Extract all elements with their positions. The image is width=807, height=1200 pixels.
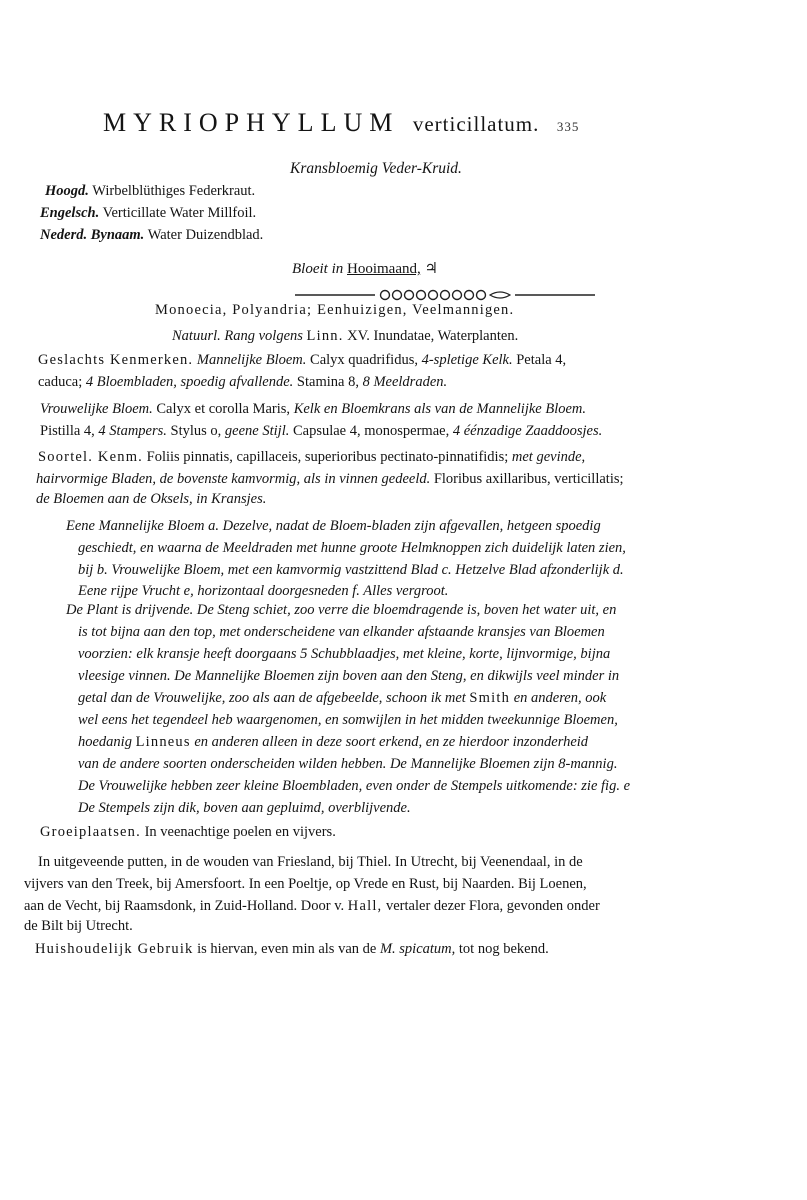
flowering-label: Bloeit in: [292, 261, 344, 277]
description-line-5: [78, 689, 606, 707]
generic-line-4: [40, 422, 602, 440]
female-flower: Vrouwelijke Bloem.: [40, 401, 153, 417]
hall-name: Hall,: [347, 898, 383, 914]
usage-end: tot nog bekend.: [458, 941, 549, 957]
kelk-text: 4-spletige Kelk.: [421, 352, 513, 368]
specific-label: Soortel. Kenm.: [38, 449, 143, 465]
linnean-class: Monoecia, Polyandria; Eenhuizigen, Veelmannigen.: [155, 302, 515, 318]
description-line-10: De Stempels zijn dik, boven aan gepluimd, overblijvende.: [78, 800, 411, 816]
species-name: verticillatum.: [412, 112, 540, 136]
figure-line-1: Eene Mannelijke Bloem a. Dezelve, nadat de Bloem-bladen zijn afgevallen, hetgeen spoedig: [66, 518, 601, 534]
description-line-9: De Vrouwelijke hebben zeer kleine Bloembladen, even onder de Stempels uitkomende: zie fig. e: [78, 778, 631, 794]
localities-line-2: vijvers van den Treek, bij Amersfoort. In een Poeltje, op Vrede en Rust, bij Naarden. Bij Loenen,: [24, 876, 587, 892]
description-line-4: vleesige vinnen. De Mannelijke Bloemen zijn boven aan den Steng, en dikwijls veel minder in: [78, 668, 620, 684]
dutch-text: Water Duizendblad.: [147, 227, 264, 243]
specific-dutch-1: met gevinde,: [511, 449, 586, 465]
perennial-symbol: ♃: [424, 261, 438, 277]
linnaeus-name: Linn.: [306, 328, 344, 344]
habitat-label: Groeiplaatsen.: [40, 824, 141, 840]
stamina-text: Stamina 8,: [296, 374, 359, 390]
description-line-8: van de andere soorten onderscheiden wilden hebben. De Mannelijke Bloemen zijn 8-mannig.: [78, 756, 618, 772]
genus-name: MYRIOPHYLLUM: [103, 108, 400, 137]
natural-rank: [172, 327, 518, 345]
specific-line-1: [38, 448, 585, 466]
english-name: [40, 204, 256, 222]
specific-line-2: [36, 470, 624, 488]
german-text: Wirbelblüthiges Federkraut.: [92, 183, 256, 199]
male-flower: Mannelijke Bloem.: [196, 352, 307, 368]
smith-name: Smith: [469, 690, 511, 706]
specific-latin-2: Floribus axillaribus, verticillatis;: [433, 471, 624, 487]
caduca-text: caduca;: [38, 374, 83, 390]
figure-line-4: Eene rijpe Vrucht e, horizontaal doorgesneden f. Alles vergroot.: [78, 583, 449, 599]
capsulae-text: Capsulae 4, monospermae,: [292, 423, 450, 439]
page-title: [103, 108, 579, 138]
english-label: Engelsch.: [40, 205, 100, 221]
specific-dutch-2: hairvormige Bladen, de bovenste kamvormig, als in vinnen gedeeld.: [36, 471, 431, 487]
german-name: [45, 182, 255, 200]
zaaddoosjes-text: 4 éénzadige Zaaddoosjes.: [452, 423, 603, 439]
generic-line-3: [40, 400, 586, 418]
natural-value: XV. Inundatae, Waterplanten.: [347, 328, 519, 344]
dutch-common-name: [40, 226, 263, 244]
localities-line-1: In uitgeveende putten, in de wouden van Friesland, bij Thiel. In Utrecht, bij Veenendaal, in de: [38, 854, 583, 870]
linneus-name: Linneus: [135, 734, 191, 750]
calyx-text: Calyx quadrifidus,: [310, 352, 418, 368]
description-5a: getal dan de Vrouwelijke, zoo als aan de afgebeelde, schoon ik met: [78, 690, 466, 706]
bloembladen-text: 4 Bloembladen, spoedig afvallende.: [85, 374, 294, 390]
ornament-divider: [295, 289, 595, 301]
description-line-3: voorzien: elk kransje heeft doorgaans 5 Schubblaadjes, met kleine, korte, lijnvormige, bijna: [78, 646, 611, 662]
description-line-6: wel eens het tegendeel heb waargenomen, en somwijlen in het midden tweekunnige Bloemen,: [78, 712, 618, 728]
dutch-label: Nederd. Bynaam.: [40, 227, 145, 243]
usage-label: Huishoudelijk Gebruik: [35, 941, 194, 957]
female-kelk-text: Kelk en Bloemkrans als van de Mannelijke Bloem.: [293, 401, 587, 417]
stijl-text: geene Stijl.: [224, 423, 290, 439]
localities-3b: vertaler dezer Flora, gevonden onder: [386, 898, 600, 914]
specific-line-3: de Bloemen aan de Oksels, in Kransjes.: [36, 491, 267, 507]
description-7b: en anderen alleen in deze soort erkend, en ze hierdoor inzonderheid: [194, 734, 589, 750]
generic-label: Geslachts Kenmerken.: [38, 352, 194, 368]
german-label: Hoogd.: [45, 183, 89, 199]
generic-line-2: [38, 373, 447, 391]
stampers-text: 4 Stampers.: [98, 423, 167, 439]
description-line-7: [78, 733, 588, 751]
page-number: 335: [556, 119, 580, 134]
description-line-2: is tot bijna aan den top, met onderscheidene van elkander afstaande kransjes van Bloemen: [78, 624, 605, 640]
stylus-text: Stylus o,: [170, 423, 222, 439]
female-calyx-text: Calyx et corolla Maris,: [156, 401, 291, 417]
usage-text: is hiervan, even min als van de: [197, 941, 377, 957]
household-use: [35, 940, 549, 958]
localities-line-3: [24, 897, 600, 915]
figure-line-3: bij b. Vrouwelijke Bloem, met een kamvormig vastzittend Blad c. Hetzelve Blad afzonderlijk d.: [78, 562, 624, 578]
dutch-name: Kransbloemig Veder-Kruid.: [290, 160, 462, 177]
usage-species: M. spicatum,: [379, 941, 456, 957]
description-7a: hoedanig: [78, 734, 132, 750]
natural-label: Natuurl. Rang volgens: [172, 328, 303, 344]
meeldraden-text: 8 Meeldraden.: [362, 374, 448, 390]
habitat: [40, 823, 336, 841]
figure-line-2: geschiedt, en waarna de Meeldraden met hunne groote Helmknoppen zich duidelijk laten zien,: [78, 540, 626, 556]
flowering-time: [292, 260, 438, 278]
description-line-1: De Plant is drijvende. De Steng schiet, zoo verre die bloemdragende is, boven het water uit, en: [66, 602, 617, 618]
specific-latin-1: Foliis pinnatis, capillaceis, superioribus pectinato-pinnatifidis;: [146, 449, 509, 465]
localities-3a: aan de Vecht, bij Raamsdonk, in Zuid-Holland. Door v.: [24, 898, 345, 914]
petala-text: Petala 4,: [516, 352, 567, 368]
habitat-text: In veenachtige poelen en vijvers.: [144, 824, 336, 840]
pistilla-text: Pistilla 4,: [40, 423, 95, 439]
localities-line-4: de Bilt bij Utrecht.: [24, 918, 133, 934]
description-5b: en anderen, ook: [513, 690, 607, 706]
flowering-month: Hooimaand,: [347, 261, 421, 277]
english-text: Verticillate Water Millfoil.: [102, 205, 257, 221]
generic-line-1: [38, 351, 566, 369]
